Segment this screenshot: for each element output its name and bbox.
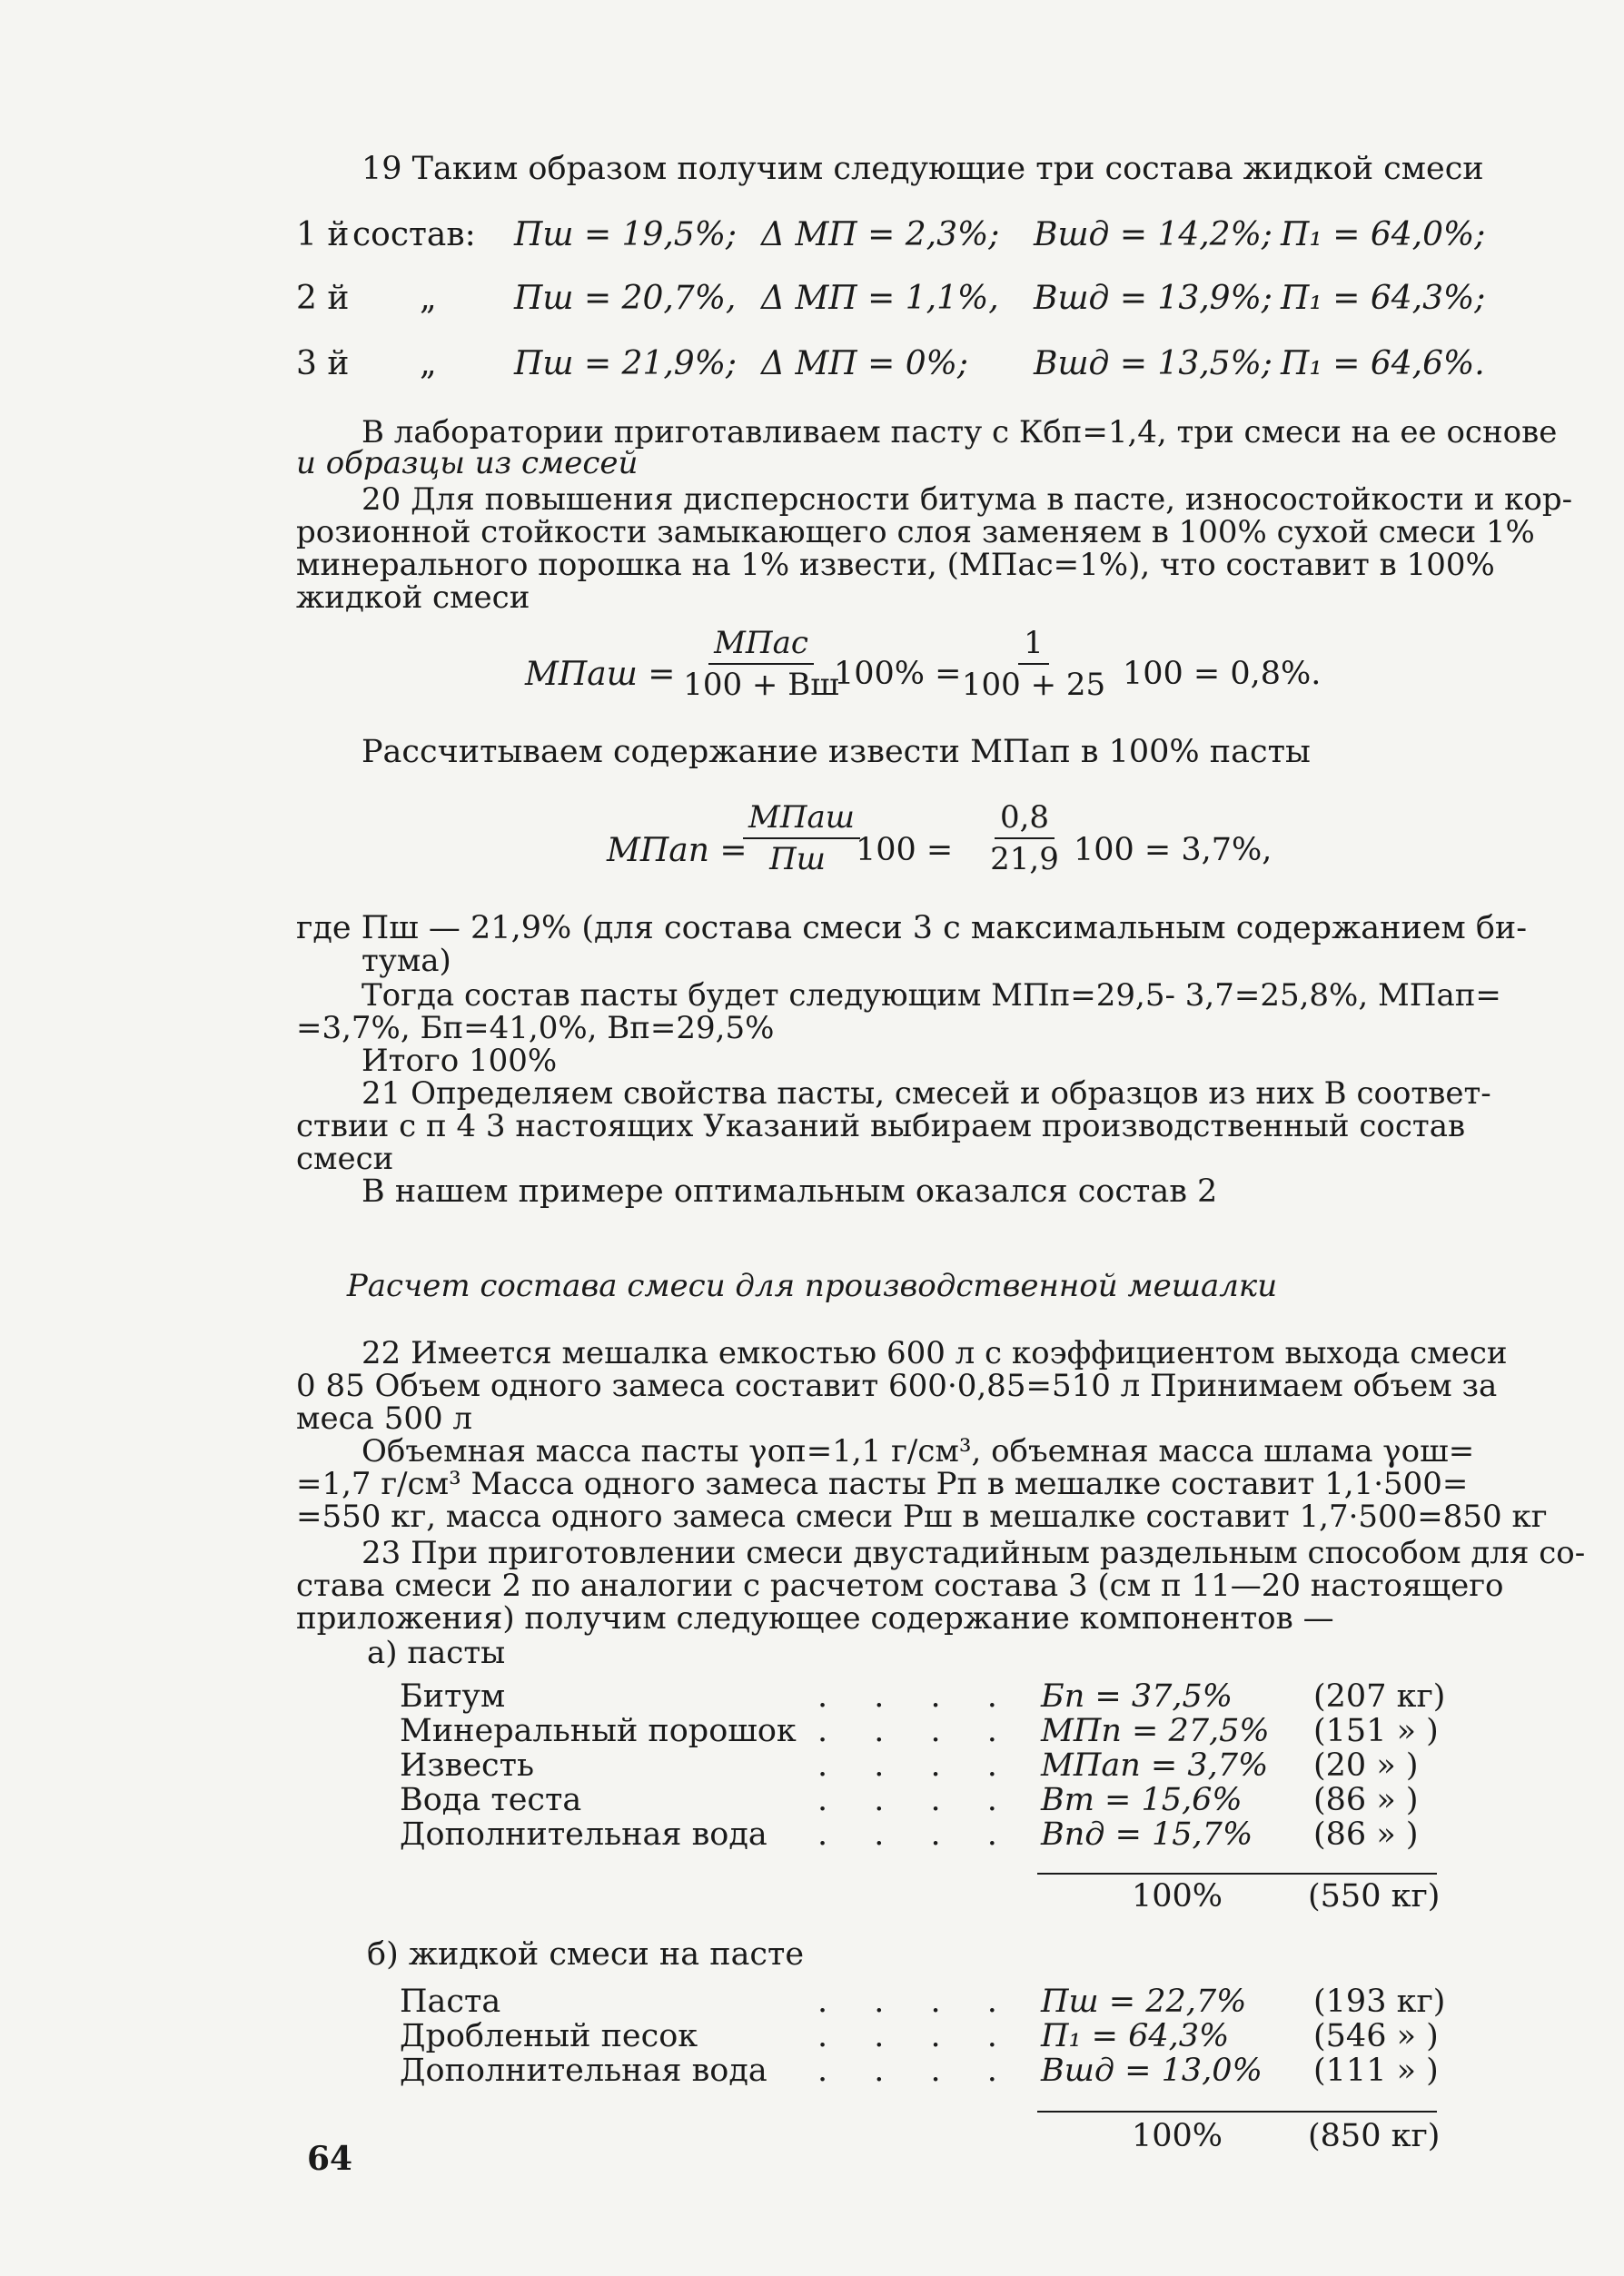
paste-component-row: [0, 1816, 1624, 1853]
composition-delta-mp: Δ МП = 2,3%;: [761, 216, 1000, 253]
formula1-den1: 100 + Вш: [683, 667, 839, 703]
component-mass: (546 » ): [1313, 2018, 1439, 2054]
calc-line: Рассчитываем содержание извести МПап в 100% пасты: [361, 734, 1311, 770]
dot-leader: . . . .: [817, 1678, 1015, 1715]
component-mass: (86 » ): [1313, 1816, 1419, 1853]
p22-line: 0 85 Объем одного замеса составит 600·0,85=510 л Принимаем объем за: [296, 1368, 1498, 1404]
section-b-label: б) жидкой смеси на пасте: [367, 1936, 805, 1973]
p19-lab-line2: и образцы из смесей: [296, 445, 639, 481]
composition-label: 3 й: [296, 345, 350, 382]
p20-line: розионной стойкости замыкающего слоя заменяем в 100% сухой смеси 1%: [296, 514, 1535, 550]
mix-component-row: [0, 1984, 1624, 2020]
formula1-den2: 100 + 25: [961, 667, 1106, 703]
formula2-den1: Пш: [769, 841, 826, 877]
p22-line: =1,7 г/см³ Масса одного замеса пасты Рп в мешалке составит 1,1·500=: [296, 1466, 1469, 1502]
formula1-frac2: [961, 625, 1106, 703]
paste-component-row: [0, 1678, 1624, 1715]
composition-p1: П₁ = 64,6%.: [1281, 345, 1485, 382]
p23-line: става смеси 2 по аналогии с расчетом состава 3 (см п 11—20 настоящего: [296, 1568, 1504, 1604]
component-name: Минеральный порошок: [400, 1713, 797, 1749]
composition-label: 2 й: [296, 280, 350, 317]
formula2-lhs: МПап =: [607, 832, 748, 869]
composition-v-shd: Вшд = 13,5%;: [1034, 345, 1272, 382]
mix-total-pct: 100%: [1132, 2118, 1223, 2154]
section-heading: Расчет состава смеси для производственной мешалки: [346, 1268, 1278, 1304]
section-a-label: а) пасты: [367, 1635, 506, 1671]
composition-p-sh: Пш = 19,5%;: [514, 216, 738, 253]
composition-p-sh: Пш = 21,9%;: [514, 345, 738, 382]
p22-line: =550 кг, масса одного замеса смеси Рш в мешалке составит 1,7·500=850 кг: [296, 1499, 1548, 1535]
component-mass: (20 » ): [1313, 1747, 1419, 1784]
component-formula: Впд = 15,7%: [1041, 1816, 1253, 1853]
formula1-num2: 1: [1018, 625, 1049, 665]
formula1-end: 100 = 0,8%.: [1123, 656, 1322, 692]
composition-label: 1 й: [296, 216, 350, 253]
formula1-num1: МПас: [708, 625, 814, 665]
total-line: Итого 100%: [361, 1043, 558, 1079]
formula1-mid: 100% =: [834, 656, 962, 692]
composition-suffix: „: [420, 280, 437, 317]
p21-line: 21 Определяем свойства пасты, смесей и образцов из них В соответ-: [361, 1075, 1491, 1112]
paste-total-row: [0, 1878, 1624, 1918]
formula2-num1: МПаш: [743, 799, 860, 839]
p20-line: 20 Для повышения дисперсности битума в пасте, износостойкости и кор-: [361, 481, 1573, 518]
formula2-frac2: [979, 799, 1070, 877]
component-formula: Пш = 22,7%: [1041, 1984, 1247, 2020]
formula2-frac1: [743, 799, 855, 877]
dot-leader: . . . .: [817, 2018, 1015, 2054]
dot-leader: . . . .: [817, 1984, 1015, 2020]
then-line2: =3,7%, Бп=41,0%, Вп=29,5%: [296, 1010, 775, 1046]
where-line2: тума): [361, 943, 451, 979]
component-name: Паста: [400, 1984, 501, 2020]
mix-component-row: [0, 2053, 1624, 2089]
page-number: 64: [307, 2140, 353, 2178]
formula1-lhs: МПаш =: [525, 656, 676, 693]
p20-line: жидкой смеси: [296, 579, 530, 616]
p19-lab-line1: В лаборатории приготавливаем пасту с Кбп=1,4, три смеси на ее основе: [361, 414, 1558, 450]
p22-line: меса 500 л: [296, 1400, 472, 1437]
paste-component-row: [0, 1713, 1624, 1749]
p22-line: 22 Имеется мешалка емкостью 600 л с коэффициентом выхода смеси: [361, 1335, 1508, 1371]
mix-total-rule: [1037, 2111, 1437, 2113]
component-mass: (207 кг): [1313, 1678, 1446, 1715]
p21-line: ствии с п 4 3 настоящих Указаний выбираем производственный состав: [296, 1108, 1466, 1144]
composition-row: [0, 345, 1624, 387]
p23-line: 23 При приготовлении смеси двустадийным раздельным способом для со-: [361, 1535, 1586, 1571]
component-name: Вода теста: [400, 1782, 582, 1818]
component-formula: Вт = 15,6%: [1041, 1782, 1243, 1818]
paste-component-row: [0, 1747, 1624, 1784]
p20-line: минерального порошка на 1% извести, (МПас=1%), что составит в 100%: [296, 547, 1495, 583]
dot-leader: . . . .: [817, 1816, 1015, 1853]
p22-line: Объемная масса пасты γоп=1,1 г/см³, объемная масса шлама γош=: [361, 1433, 1475, 1470]
component-formula: МПап = 3,7%: [1041, 1747, 1269, 1784]
component-formula: П₁ = 64,3%: [1041, 2018, 1230, 2054]
composition-v-shd: Вшд = 13,9%;: [1034, 280, 1272, 317]
p19-intro: 19 Таким образом получим следующие три состава жидкой смеси: [361, 151, 1484, 187]
component-mass: (193 кг): [1313, 1984, 1446, 2020]
component-mass: (111 » ): [1313, 2053, 1439, 2089]
mix-total-mass: (850 кг): [1308, 2118, 1441, 2154]
composition-p1: П₁ = 64,3%;: [1281, 280, 1486, 317]
component-mass: (151 » ): [1313, 1713, 1439, 1749]
component-formula: Бп = 37,5%: [1041, 1678, 1233, 1715]
composition-suffix: „: [420, 345, 437, 382]
paste-total-pct: 100%: [1132, 1878, 1223, 1915]
formula2-num2: 0,8: [995, 799, 1055, 839]
component-name: Дробленый песок: [400, 2018, 698, 2054]
formula2-end: 100 = 3,7%,: [1074, 832, 1272, 868]
composition-p-sh: Пш = 20,7%,: [514, 280, 737, 317]
component-formula: МПп = 27,5%: [1041, 1713, 1270, 1749]
mix-total-row: [0, 2118, 1624, 2158]
p23-line: приложения) получим следующее содержание компонентов —: [296, 1600, 1334, 1637]
component-name: Дополнительная вода: [400, 2053, 767, 2089]
formula2-mid: 100 =: [856, 832, 954, 868]
composition-suffix: состав:: [352, 216, 476, 253]
composition-p1: П₁ = 64,0%;: [1281, 216, 1486, 253]
paste-total-rule: [1037, 1873, 1437, 1875]
formula1-frac1: [670, 625, 852, 703]
component-formula: Вшд = 13,0%: [1041, 2053, 1263, 2089]
dot-leader: . . . .: [817, 1713, 1015, 1749]
composition-delta-mp: Δ МП = 1,1%,: [761, 280, 999, 317]
component-name: Битум: [400, 1678, 506, 1715]
then-line1: Тогда состав пасты будет следующим МПп=29,5- 3,7=25,8%, МПап=: [361, 977, 1501, 1014]
composition-delta-mp: Δ МП = 0%;: [761, 345, 968, 382]
component-mass: (86 » ): [1313, 1782, 1419, 1818]
mix-component-row: [0, 2018, 1624, 2054]
component-name: Известь: [400, 1747, 535, 1784]
dot-leader: . . . .: [817, 1747, 1015, 1784]
dot-leader: . . . .: [817, 1782, 1015, 1818]
component-name: Дополнительная вода: [400, 1816, 767, 1853]
paste-total-mass: (550 кг): [1308, 1878, 1441, 1915]
p21-example: В нашем примере оптимальным оказался состав 2: [361, 1173, 1218, 1210]
dot-leader: . . . .: [817, 2053, 1015, 2089]
where-line1: где Пш — 21,9% (для состава смеси 3 с максимальным содержанием би-: [296, 910, 1528, 946]
p21-line: смеси: [296, 1141, 394, 1177]
paste-component-row: [0, 1782, 1624, 1818]
formula2-den2: 21,9: [990, 841, 1059, 877]
composition-row: [0, 216, 1624, 258]
composition-v-shd: Вшд = 14,2%;: [1034, 216, 1272, 253]
composition-row: [0, 280, 1624, 322]
